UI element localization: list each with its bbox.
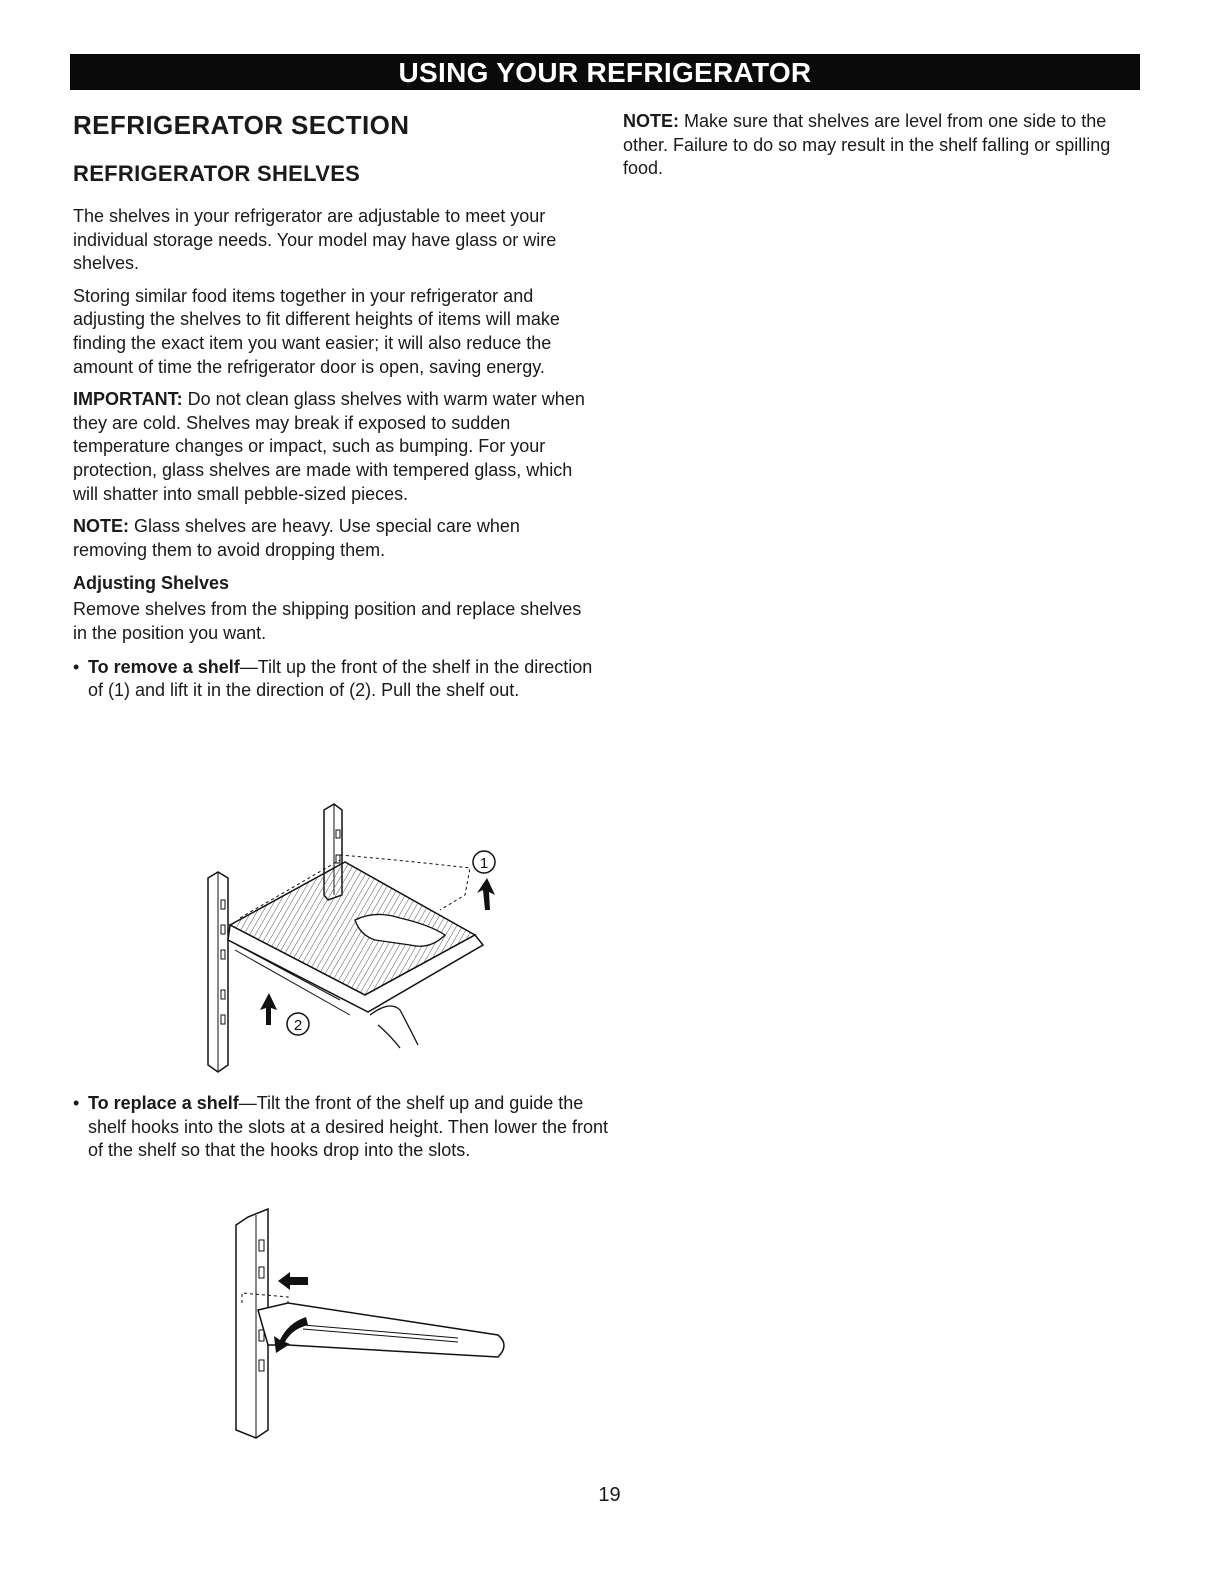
- remove-shelf-text: —Tilt up the front of the shelf in the direction of (1) and lift it in the direction of (2). Pull the shelf out.: [88, 656, 593, 701]
- callout-2-label: 2: [293, 1017, 303, 1034]
- right-column: [623, 110, 1143, 181]
- subsection-title: REFRIGERATOR SHELVES: [73, 161, 361, 186]
- remove-shelf-label: To remove a shelf: [88, 656, 240, 677]
- note-label: NOTE:: [73, 516, 129, 537]
- bullet-dot: •: [73, 1093, 80, 1113]
- callout-2: [287, 1013, 309, 1035]
- replace-shelf-bullet: [73, 1092, 608, 1163]
- remove-shelf-bullet: [73, 656, 593, 703]
- replace-shelf-illustration: [228, 1205, 518, 1445]
- level-note-label: NOTE:: [623, 111, 679, 131]
- level-note-paragraph: [623, 110, 1143, 181]
- arrow-up: [260, 993, 277, 1025]
- note-paragraph: [73, 515, 593, 562]
- left-column: [73, 108, 593, 703]
- page-number: 19: [598, 1484, 621, 1506]
- front-shelf-standard: [208, 872, 228, 1072]
- section-title: REFRIGERATOR SECTION: [73, 110, 410, 140]
- replace-shelf-text: —Tilt the front of the shelf up and guide the shelf hooks into the slots at a desired height. Then lower the front of the shelf so that the hooks drop into the slots.: [88, 1093, 608, 1161]
- page-banner: USING YOUR REFRIGERATOR: [70, 54, 1140, 90]
- callout-1-label: 1: [479, 855, 489, 872]
- glass-shelf: [228, 862, 483, 1015]
- note-text: Glass shelves are heavy. Use special care when removing them to avoid dropping them.: [73, 516, 520, 560]
- adjusting-title: Adjusting Shelves: [73, 573, 230, 594]
- adjusting-paragraph: Remove shelves from the shipping position and replace shelves in the position you want.: [73, 599, 582, 643]
- important-label: IMPORTANT:: [73, 389, 183, 410]
- bullet-dot: •: [73, 656, 80, 677]
- level-note-text: Make sure that shelves are level from one side to the other. Failure to do so may result in the shelf falling or spilling food.: [623, 111, 1111, 179]
- storage-paragraph: Storing similar food items together in your refrigerator and adjusting the shelves to fit different heights of items will make finding the exact item you want easier; it will also reduce the amount of time the refrigerator door is open, saving energy.: [73, 285, 560, 377]
- arrow-left: [278, 1272, 308, 1290]
- replace-shelf-label: To replace a shelf: [88, 1093, 239, 1113]
- hand-lower: [370, 1006, 418, 1045]
- important-text: Do not clean glass shelves with warm water when they are cold. Shelves may break if exposed to sudden temperature changes or impact, such as bumping. For your protection, glass shelves are made with tempered glass, which will shatter into small pebble-sized pieces.: [73, 389, 585, 504]
- important-paragraph: [73, 388, 593, 506]
- callout-1: [473, 851, 495, 873]
- remove-shelf-illustration: [200, 800, 520, 1075]
- intro-paragraph: The shelves in your refrigerator are adjustable to meet your individual storage needs. Your model may have glass or wire shelves.: [73, 206, 557, 274]
- arrow-up-right: [477, 878, 495, 910]
